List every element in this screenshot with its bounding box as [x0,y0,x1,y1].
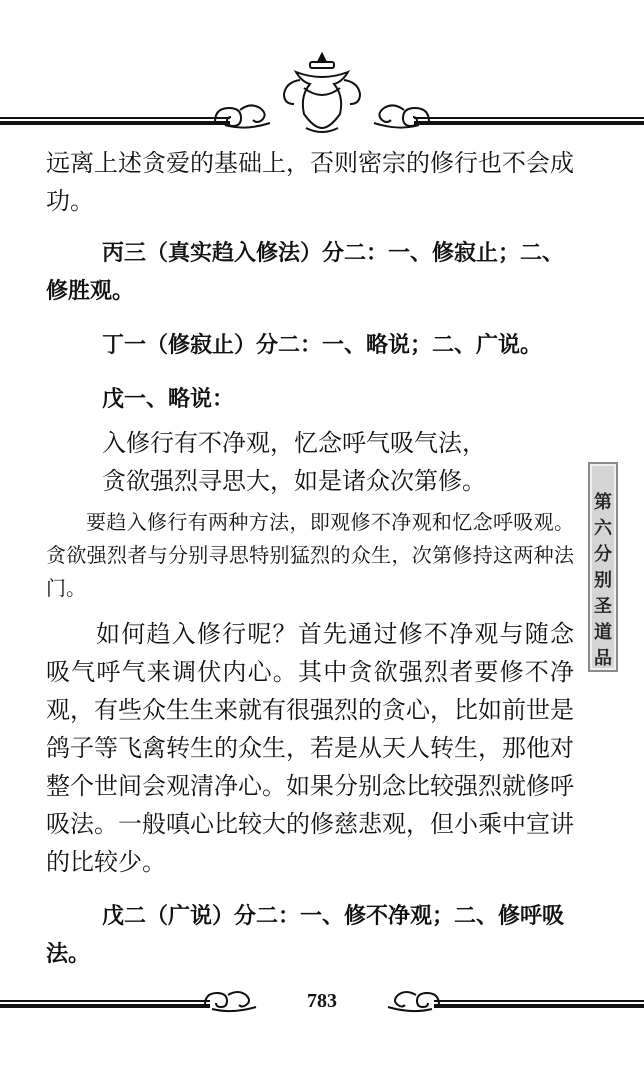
chapter-side-tab [588,462,618,672]
page-content [46,144,574,973]
treasure-vase-icon [284,54,360,132]
verse-line-2: 贪欲强烈寻思大，如是诸众次第修。 [102,467,486,495]
header-rule-left [0,118,230,123]
header-ornament [0,50,644,140]
page-number: 783 [307,990,337,1012]
section-heading-ding1: 丁一（修寂止）分二：一、略说；二、广说。 [102,332,543,358]
verse-commentary: 要趋入修行有两种方法，即观修不净观和忆念呼吸观。贪欲强烈者与分别寻思特别猛烈的众生，次第修持这两种法门。 [46,510,574,600]
paragraph-continuation: 远离上述贪爱的基础上，否则密宗的修行也不会成功。 [46,149,574,215]
verse-line-1: 入修行有不净观，忆念呼气吸气法， [102,429,486,457]
section-heading-bing3: 丙三（真实趋入修法）分二：一、修寂止；二、修胜观。 [46,240,565,304]
chapter-side-tab-label: 第六分别圣道品 [594,492,612,669]
paragraph-explanation: 如何趋入修行呢？首先通过修不净观与随念吸气呼气来调伏内心。其中贪欲强烈者要修不净观，有些众生生来就有很强烈的贪心，比如前世是鸽子等飞禽转生的众生，若是从天人转生，那他对整个世间会观清净心。如果分别念比较强烈就修呼吸法。一般嗔心比较大的修慈悲观，但小乘中宣讲的比较少。 [46,620,574,876]
section-heading-wu1: 戊一、略说： [102,386,235,412]
section-heading-wu2: 戊二（广说）分二：一、修不净观；二、修呼吸法。 [46,903,565,967]
header-rule-right [414,118,644,123]
